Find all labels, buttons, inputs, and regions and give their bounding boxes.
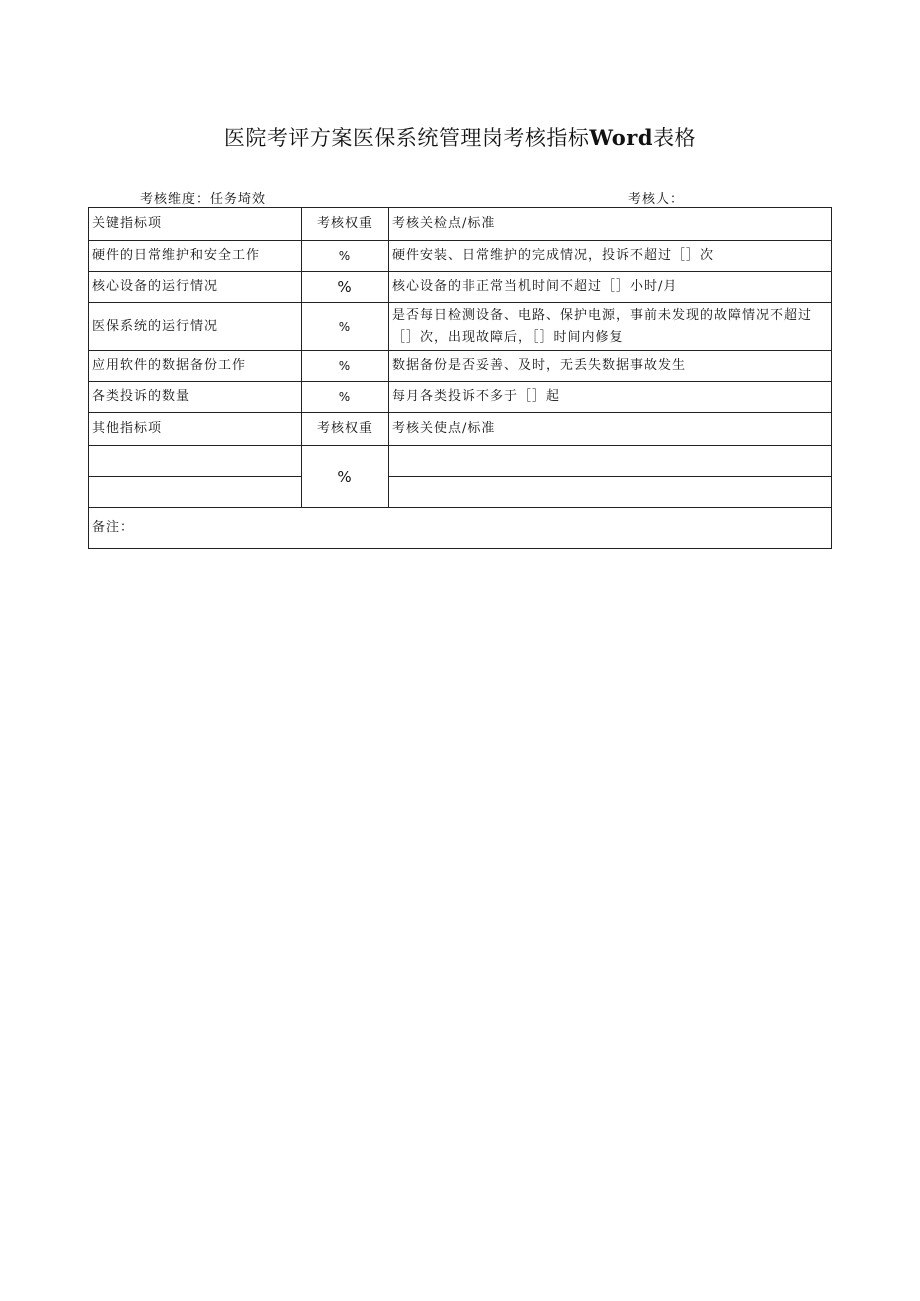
key-header-weight: 考核权重 [302, 208, 389, 241]
row-item: 硬件的日常维护和安全工作 [89, 241, 302, 272]
table-row [89, 241, 832, 272]
row-item: 核心设备的运行情况 [89, 272, 302, 303]
table-row [89, 272, 832, 303]
other-header-row [89, 413, 832, 446]
empty-row [89, 446, 832, 477]
title-suffix: 表格 [653, 126, 697, 150]
empty-standard-cell [389, 446, 832, 477]
row-standard: 数据备份是否妥善、及时，无丢失数据事故发生 [389, 351, 832, 382]
table-row [89, 351, 832, 382]
assessment-table [88, 207, 832, 549]
row-standard: 每月各类投诉不多于［］起 [389, 382, 832, 413]
row-item: 医保系统的运行情况 [89, 303, 302, 351]
row-item: 各类投诉的数量 [89, 382, 302, 413]
table-row [89, 303, 832, 351]
row-weight: % [302, 241, 389, 272]
other-weight: % [302, 446, 389, 508]
table-row [89, 382, 832, 413]
empty-item-cell [89, 446, 302, 477]
row-standard: 硬件安装、日常维护的完成情况，投诉不超过［］次 [389, 241, 832, 272]
row-weight: % [302, 303, 389, 351]
row-standard: 是否每日检测设备、电路、保护电源，事前未发现的故障情况不超过［］次，出现故障后，［］时间内修复 [389, 303, 832, 351]
row-weight: % [302, 382, 389, 413]
other-header-standard: 考核关使点/标准 [389, 413, 832, 446]
empty-item-cell [89, 477, 302, 508]
row-standard: 核心设备的非正常当机时间不超过［］小时/月 [389, 272, 832, 303]
empty-row [89, 477, 832, 508]
empty-standard-cell [389, 477, 832, 508]
row-weight: % [302, 272, 389, 303]
key-header-standard: 考核关检点/标准 [389, 208, 832, 241]
assessment-dimension: 考核维度：任务埼效 [140, 192, 267, 207]
key-header-item: 关键指标项 [89, 208, 302, 241]
title-word: Word [589, 125, 654, 150]
row-item: 应用软件的数据备份工作 [89, 351, 302, 382]
assessor-label: 考核人： [628, 192, 685, 207]
note-label: 备注： [89, 508, 832, 549]
key-header-row [89, 208, 832, 241]
title-prefix: 医院考评方案医保系统管理岗考核指标 [223, 126, 590, 150]
other-header-weight: 考核权重 [302, 413, 389, 446]
note-row [89, 508, 832, 549]
other-header-item: 其他指标项 [89, 413, 302, 446]
row-weight: % [302, 351, 389, 382]
document-title [0, 122, 920, 152]
